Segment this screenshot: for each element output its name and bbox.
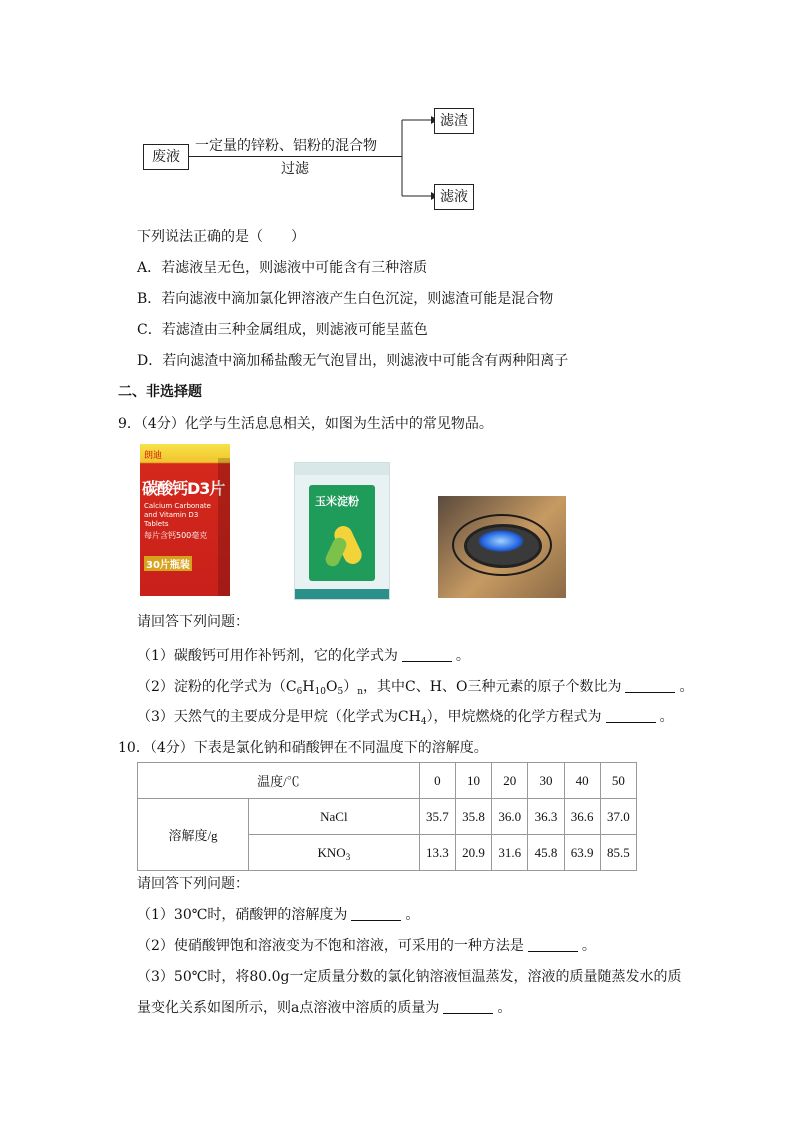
- bag-top-band: [295, 463, 389, 475]
- q8-option-d: D．若向滤渣中滴加稀盐酸无气泡冒出，则滤液中可能含有两种阳离子: [137, 353, 569, 369]
- branch-arrows: [398, 108, 438, 208]
- table-cell: 85.5: [600, 835, 636, 871]
- table-cell: 36.0: [492, 799, 528, 835]
- table-cell: 20.9: [455, 835, 491, 871]
- residue-box: 滤渣: [434, 108, 474, 134]
- table-row: [138, 763, 637, 799]
- q10-sub3-line2: 量变化关系如图所示，则a点溶液中溶质的质量为 。: [137, 1000, 512, 1016]
- table-row: [138, 799, 637, 835]
- bag-label-panel: [309, 485, 375, 581]
- solubility-label: 溶解度/g: [138, 799, 249, 871]
- q9-sub3: （3）天然气的主要成分是甲烷（化学式为$CH_4$），甲烷燃烧的化学方程式为 。: [137, 709, 674, 727]
- product-english: Calcium Carbonate and Vitamin D3 Tablets: [144, 502, 211, 528]
- reagent-label: 一定量的锌粉、铝粉的混合物: [195, 138, 377, 154]
- table-cell: 0: [419, 763, 455, 799]
- section-title: 二、非选择题: [118, 384, 202, 400]
- table-cell: 36.3: [528, 799, 564, 835]
- nacl-label: NaCl: [249, 799, 420, 835]
- table-cell: 36.6: [564, 799, 600, 835]
- brand-label: 朗迪: [144, 451, 163, 461]
- bag-title: 玉米淀粉: [315, 495, 359, 508]
- temp-header: 温度/℃: [138, 763, 420, 799]
- box-side-shade: [218, 458, 230, 596]
- stove-grate: [452, 514, 552, 576]
- q10-prompt: 请回答下列问题：: [137, 876, 249, 892]
- answer-blank[interactable]: [402, 647, 452, 662]
- q8-stem: 下列说法正确的是（ ）: [137, 229, 305, 245]
- waste-liquid-box: 废液: [143, 144, 189, 170]
- filter-operation-label: 过滤: [281, 161, 309, 177]
- q10-sub2: （2）使硝酸钾饱和溶液变为不饱和溶液，可采用的一种方法是 。: [137, 938, 596, 954]
- table-cell: 20: [492, 763, 528, 799]
- solubility-table: [137, 762, 637, 871]
- product-title: 碳酸钙D3片: [142, 479, 225, 498]
- table-cell: 37.0: [600, 799, 636, 835]
- q10-sub1: （1）30℃时，硝酸钾的溶解度为 。: [137, 907, 420, 923]
- answer-blank[interactable]: [528, 937, 578, 952]
- q8-option-b: B．若向滤液中滴加氯化钾溶液产生白色沉淀，则滤渣可能是混合物: [137, 291, 554, 307]
- table-cell: 40: [564, 763, 600, 799]
- table-cell: 13.3: [419, 835, 455, 871]
- table-cell: 10: [455, 763, 491, 799]
- q8-option-c: C．若滤渣由三种金属组成，则滤液可能呈蓝色: [137, 322, 428, 338]
- q10-stem: 10．（4分）下表是氯化钠和硝酸钾在不同温度下的溶解度。: [118, 740, 488, 756]
- filtrate-box: 滤液: [434, 184, 474, 210]
- dose-label: 每片含钙500毫克: [144, 531, 208, 540]
- q9-sub1: （1）碳酸钙可用作补钙剂，它的化学式为 。: [137, 648, 470, 664]
- table-cell: 63.9: [564, 835, 600, 871]
- gas-stove-image: [438, 496, 566, 598]
- table-cell: 30: [528, 763, 564, 799]
- bag-bottom-band: [295, 589, 389, 599]
- kno3-label: $KNO_3$: [249, 835, 420, 871]
- answer-blank[interactable]: [351, 906, 401, 921]
- q9-sub2: （2）淀粉的化学式为$(C_6H_{10}O_5)_n$，其中C、H、O三种元素的原子个数比为 。: [137, 679, 694, 697]
- q9-stem: 9．（4分）化学与生活息息相关，如图为生活中的常见物品。: [118, 416, 493, 432]
- q9-prompt: 请回答下列问题：: [137, 614, 249, 630]
- table-cell: 45.8: [528, 835, 564, 871]
- q10-sub3-line1: （3）50℃时，将80.0g一定质量分数的氯化钠溶液恒温蒸发，溶液的质量随蒸发水的质: [137, 969, 682, 985]
- table-cell: 35.8: [455, 799, 491, 835]
- main-arrow-line: [188, 156, 402, 157]
- answer-blank[interactable]: [606, 708, 656, 723]
- answer-blank[interactable]: [625, 678, 675, 693]
- count-label: 30片瓶装: [144, 556, 192, 571]
- calcium-tablet-box-image: [140, 444, 230, 596]
- answer-blank[interactable]: [443, 999, 493, 1014]
- corn-starch-bag-image: [294, 462, 390, 600]
- table-cell: 50: [600, 763, 636, 799]
- table-cell: 31.6: [492, 835, 528, 871]
- table-cell: 35.7: [419, 799, 455, 835]
- q8-option-a: A．若滤液呈无色，则滤液中可能含有三种溶质: [137, 260, 428, 276]
